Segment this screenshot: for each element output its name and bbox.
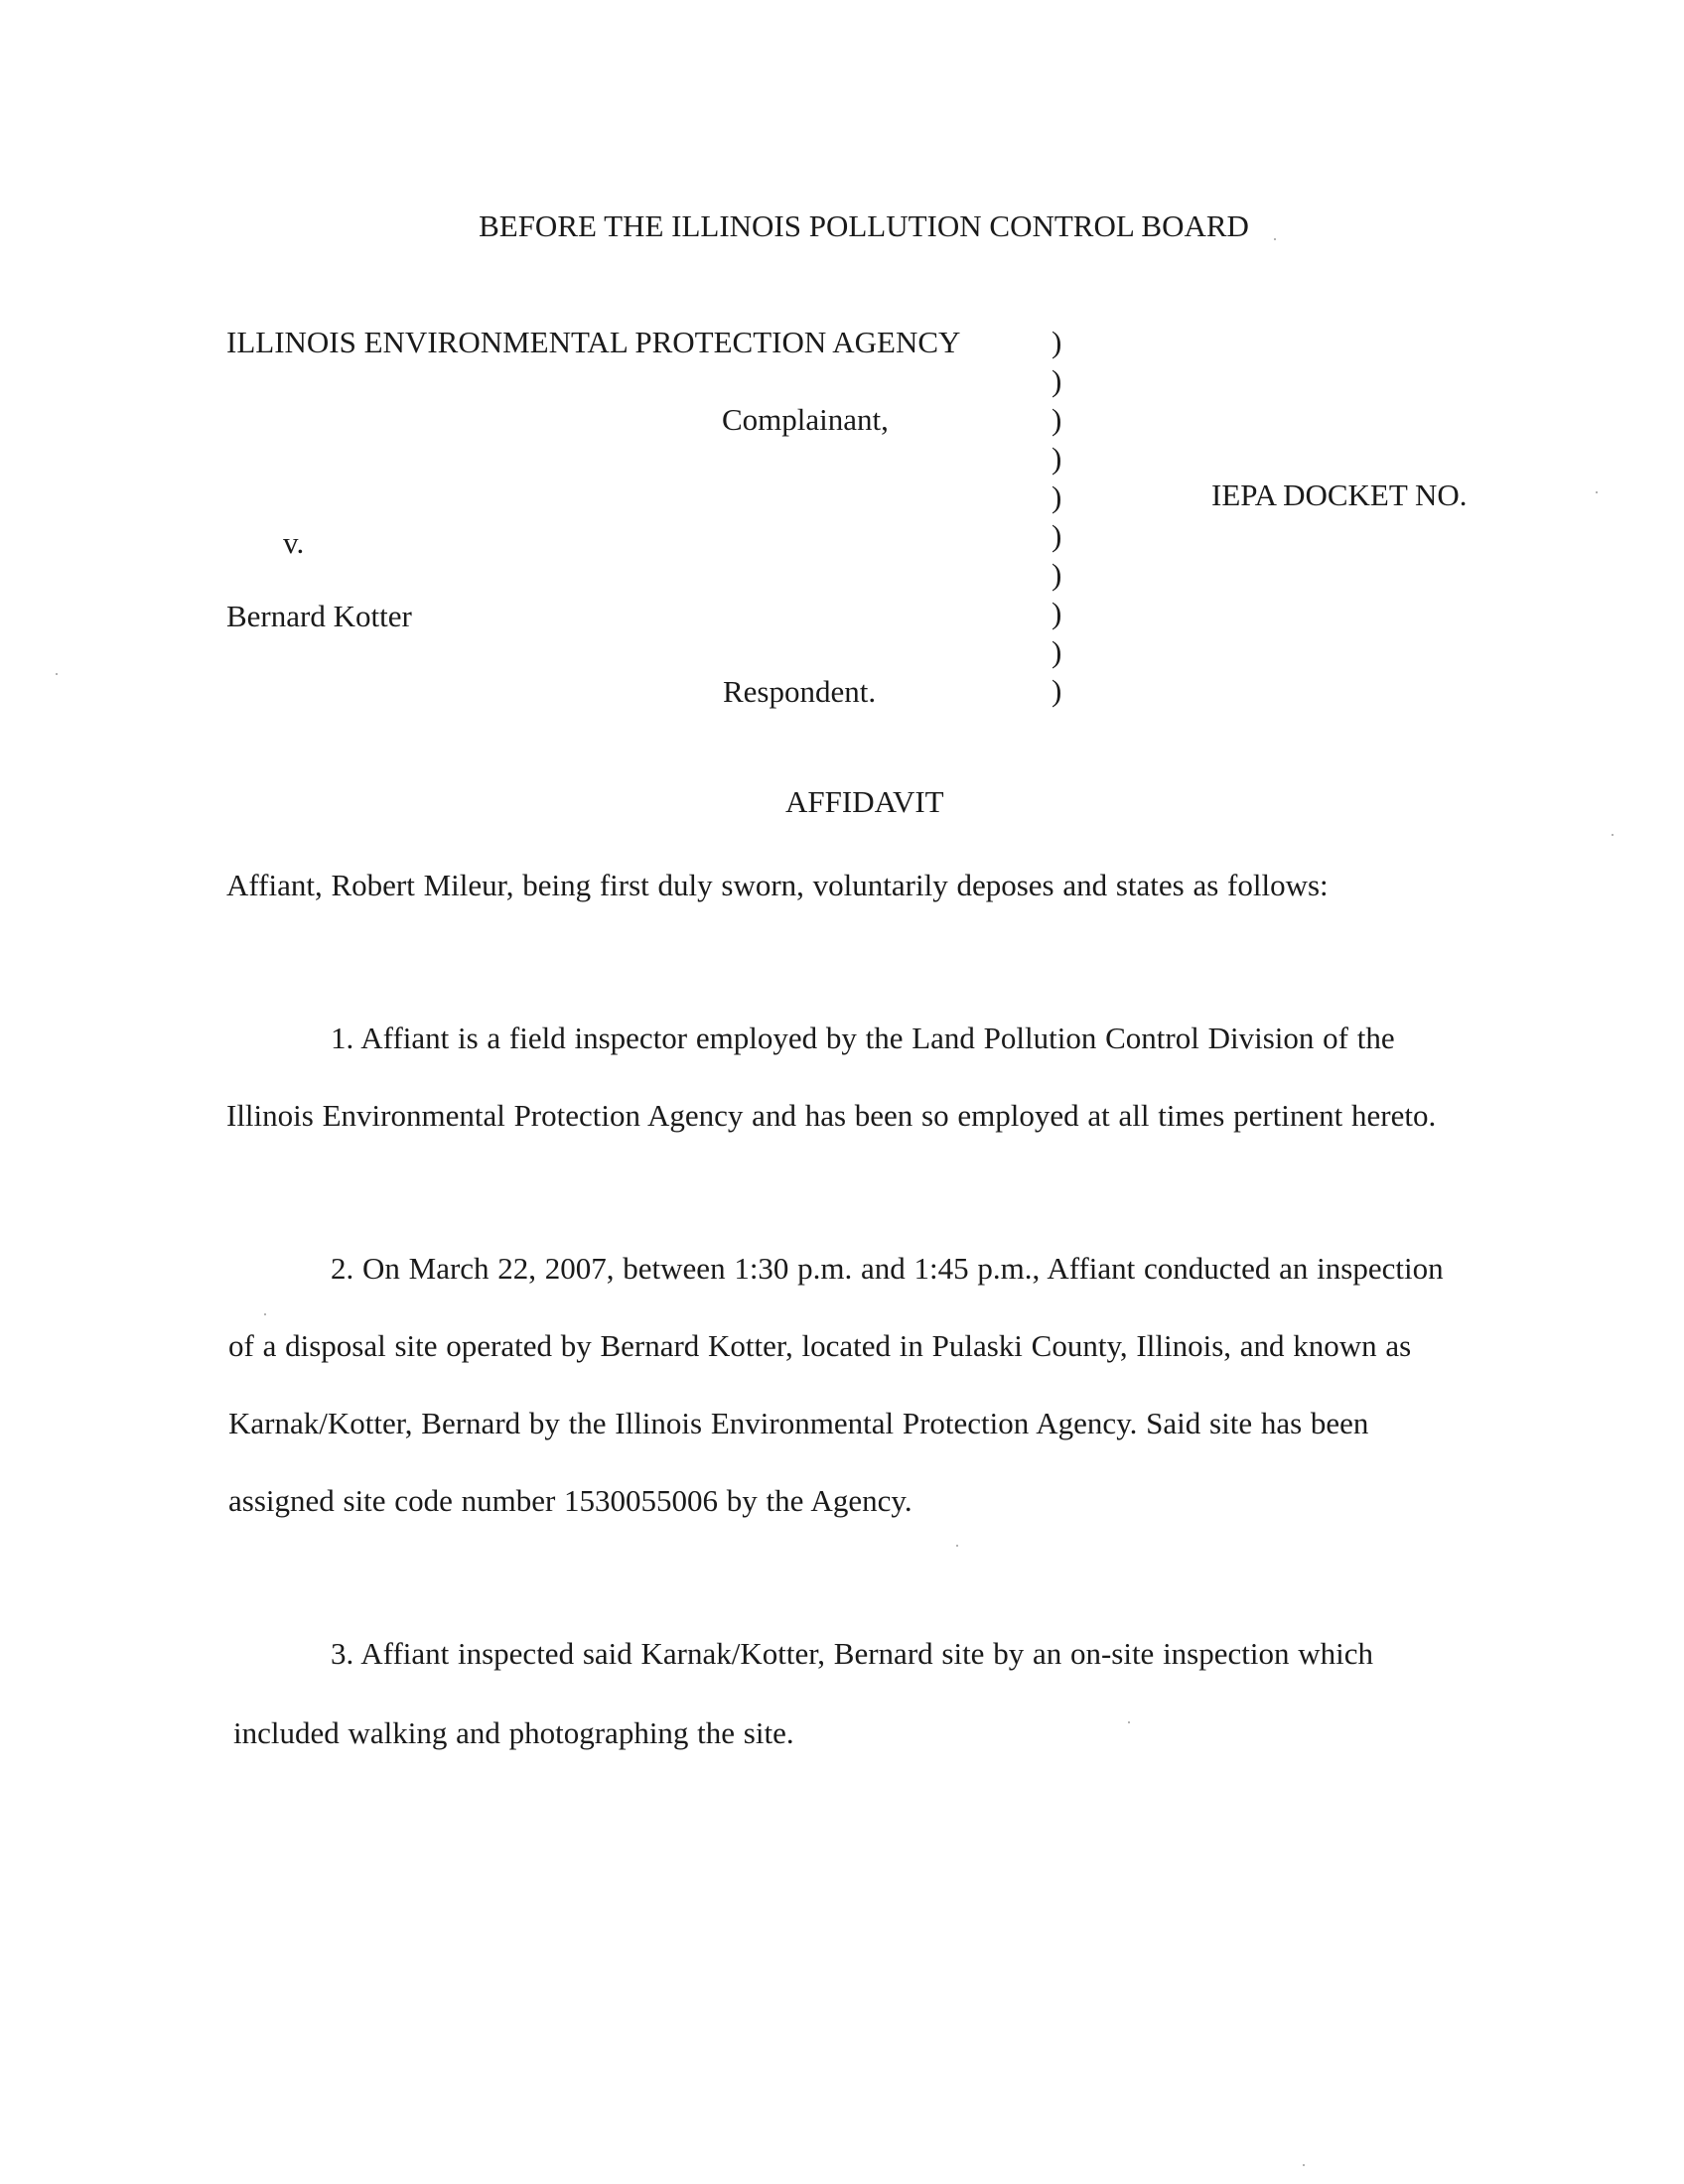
paragraph-line: of a disposal site operated by Bernard Kotter, located in Pulaski County, Illinois, and known as xyxy=(228,1328,1412,1363)
paragraph-line: assigned site code number 1530055006 by the Agency. xyxy=(228,1483,912,1518)
board-title: BEFORE THE ILLINOIS POLLUTION CONTROL BOARD xyxy=(479,208,1249,243)
caption-paren: ) xyxy=(1052,518,1062,553)
caption-paren: ) xyxy=(1052,363,1062,398)
scan-speck xyxy=(264,1313,266,1315)
scan-speck xyxy=(1128,1721,1130,1723)
paragraph-line: 3. Affiant inspected said Karnak/Kotter, Bernard site by an on-site inspection which xyxy=(331,1636,1373,1671)
paragraph-line: Karnak/Kotter, Bernard by the Illinois Environmental Protection Agency. Said site has been xyxy=(228,1406,1369,1440)
scan-speck xyxy=(1303,2164,1305,2166)
respondent-name: Bernard Kotter xyxy=(226,599,412,633)
caption-paren: ) xyxy=(1052,441,1062,476)
paragraph-line: 1. Affiant is a field inspector employed by the Land Pollution Control Division of the xyxy=(331,1021,1395,1055)
respondent-role: Respondent. xyxy=(723,674,877,709)
caption-paren: ) xyxy=(1052,557,1062,592)
paragraph-line: Illinois Environmental Protection Agency and has been so employed at all times pertinent hereto. xyxy=(226,1098,1437,1133)
complainant-name: ILLINOIS ENVIRONMENTAL PROTECTION AGENCY xyxy=(226,325,961,359)
scan-speck xyxy=(1612,834,1614,836)
scan-speck xyxy=(1274,238,1276,240)
caption-paren: ) xyxy=(1052,596,1062,630)
caption-paren: ) xyxy=(1052,325,1062,359)
scan-speck xyxy=(1596,491,1598,493)
complainant-role: Complainant, xyxy=(722,402,889,437)
caption-paren: ) xyxy=(1052,634,1062,669)
caption-paren: ) xyxy=(1052,402,1062,437)
affidavit-title: AFFIDAVIT xyxy=(785,784,944,819)
paragraph-line: included walking and photographing the site. xyxy=(233,1715,794,1750)
paragraph-line: 2. On March 22, 2007, between 1:30 p.m. and 1:45 p.m., Affiant conducted an inspection xyxy=(331,1251,1444,1286)
caption-paren: ) xyxy=(1052,479,1062,514)
affidavit-intro: Affiant, Robert Mileur, being first duly sworn, voluntarily deposes and states as follows: xyxy=(226,868,1329,902)
scan-speck xyxy=(956,1545,958,1547)
versus-label: v. xyxy=(283,525,305,560)
scan-speck xyxy=(56,673,58,675)
docket-label: IEPA DOCKET NO. xyxy=(1211,478,1468,512)
caption-paren: ) xyxy=(1052,673,1062,708)
